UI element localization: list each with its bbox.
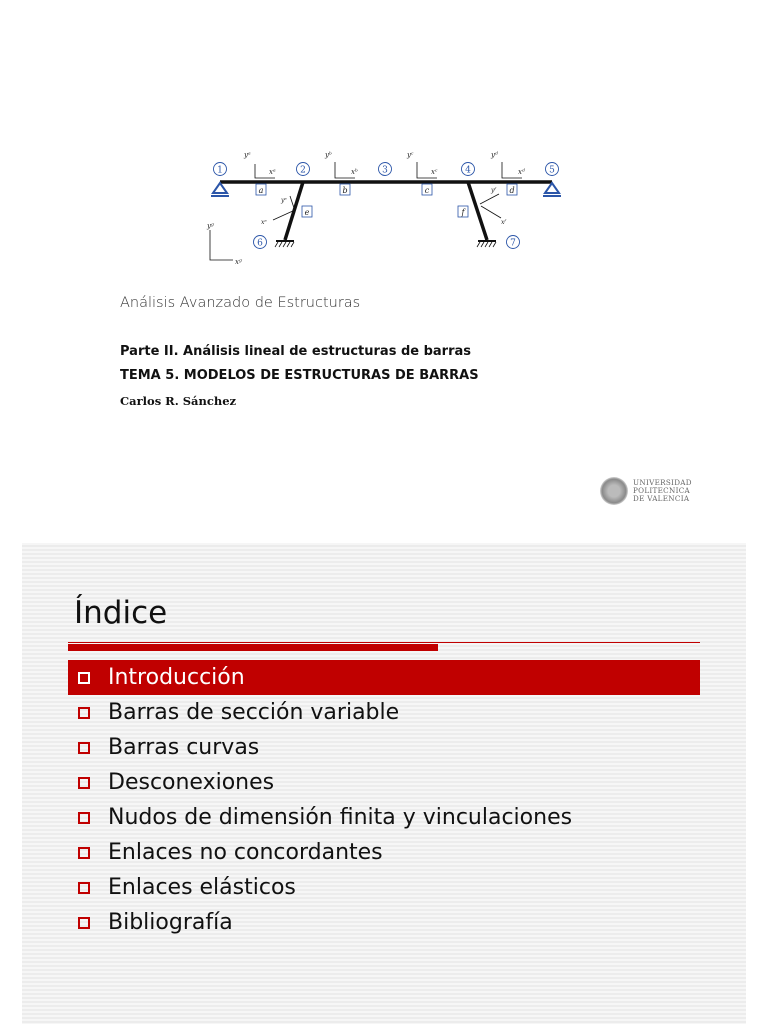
axis-label-yb: yᵇ	[325, 151, 332, 159]
index-list	[68, 660, 700, 940]
axis-label-xa: xᵃ	[269, 168, 276, 176]
node-label: 2	[300, 165, 306, 176]
axis-label-ye: yᵉ	[281, 197, 287, 204]
square-bullet-icon	[78, 672, 90, 684]
university-seal-icon	[600, 477, 628, 505]
index-item-label: Enlaces no concordantes	[108, 840, 383, 865]
square-bullet-icon	[78, 812, 90, 824]
axis-label-xe: xᵉ	[261, 219, 267, 226]
axis-label-yc: yᶜ	[407, 151, 414, 159]
index-item-barras-seccion-variable[interactable]	[68, 695, 700, 730]
title-divider	[68, 642, 700, 643]
bar-label: f	[461, 208, 465, 217]
bar-label: b	[342, 186, 348, 195]
square-bullet-icon	[78, 707, 90, 719]
index-item-desconexiones[interactable]	[68, 765, 700, 800]
course-title: Análisis Avanzado de Estructuras	[120, 295, 361, 311]
bar-label: e	[304, 208, 310, 217]
index-item-label: Nudos de dimensión finita y vinculaciones	[108, 805, 573, 830]
bar-label: c	[424, 186, 430, 195]
author-name: Carlos R. Sánchez	[120, 394, 237, 408]
square-bullet-icon	[78, 777, 90, 789]
index-item-nudos-dimension-finita[interactable]	[68, 800, 700, 835]
university-logo	[600, 476, 692, 506]
node-label: 3	[382, 165, 388, 176]
index-item-label: Barras de sección variable	[108, 700, 400, 725]
axis-label-yf: yᶠ	[491, 187, 496, 194]
node-label: 4	[465, 165, 471, 176]
index-item-enlaces-no-concordantes[interactable]	[68, 835, 700, 870]
part-title: Parte II. Análisis lineal de estructuras de barras	[120, 344, 472, 359]
node-label: 5	[549, 165, 555, 176]
square-bullet-icon	[78, 847, 90, 859]
index-slide	[22, 543, 746, 1024]
title-divider-accent	[68, 644, 438, 651]
index-item-barras-curvas[interactable]	[68, 730, 700, 765]
frame-structure-diagram	[195, 140, 575, 270]
square-bullet-icon	[78, 742, 90, 754]
axis-label-ya: yᵃ	[244, 151, 251, 159]
node-label: 7	[510, 238, 516, 249]
logo-line: POLITECNICA	[633, 486, 690, 495]
axis-label-xg: xᵍ	[235, 258, 242, 266]
square-bullet-icon	[78, 917, 90, 929]
logo-line: DE VALENCIA	[633, 494, 690, 503]
axis-label-xd: xᵈ	[518, 168, 525, 176]
bar-label: a	[258, 186, 264, 195]
axis-label-yd: yᵈ	[491, 151, 498, 159]
node-label: 1	[217, 165, 223, 176]
topic-title: TEMA 5. MODELOS DE ESTRUCTURAS DE BARRAS	[120, 368, 479, 383]
axis-label-xb: xᵇ	[351, 168, 358, 176]
index-item-label: Bibliografía	[108, 910, 233, 935]
logo-line: UNIVERSIDAD	[633, 478, 692, 487]
bar-label: d	[509, 186, 515, 195]
index-item-label: Desconexiones	[108, 770, 275, 795]
index-item-introduccion[interactable]	[68, 660, 700, 695]
square-bullet-icon	[78, 882, 90, 894]
index-item-label: Barras curvas	[108, 735, 260, 760]
axis-label-xf: xᶠ	[501, 219, 506, 226]
index-item-label: Enlaces elásticos	[108, 875, 296, 900]
slide-title: Índice	[74, 595, 168, 631]
index-item-enlaces-elasticos[interactable]	[68, 870, 700, 905]
node-label: 6	[257, 238, 263, 249]
index-item-bibliografia[interactable]	[68, 905, 700, 940]
axis-label-xc: xᶜ	[431, 168, 438, 176]
axis-label-yg: yᵍ	[207, 222, 214, 230]
index-item-label: Introducción	[108, 665, 245, 690]
